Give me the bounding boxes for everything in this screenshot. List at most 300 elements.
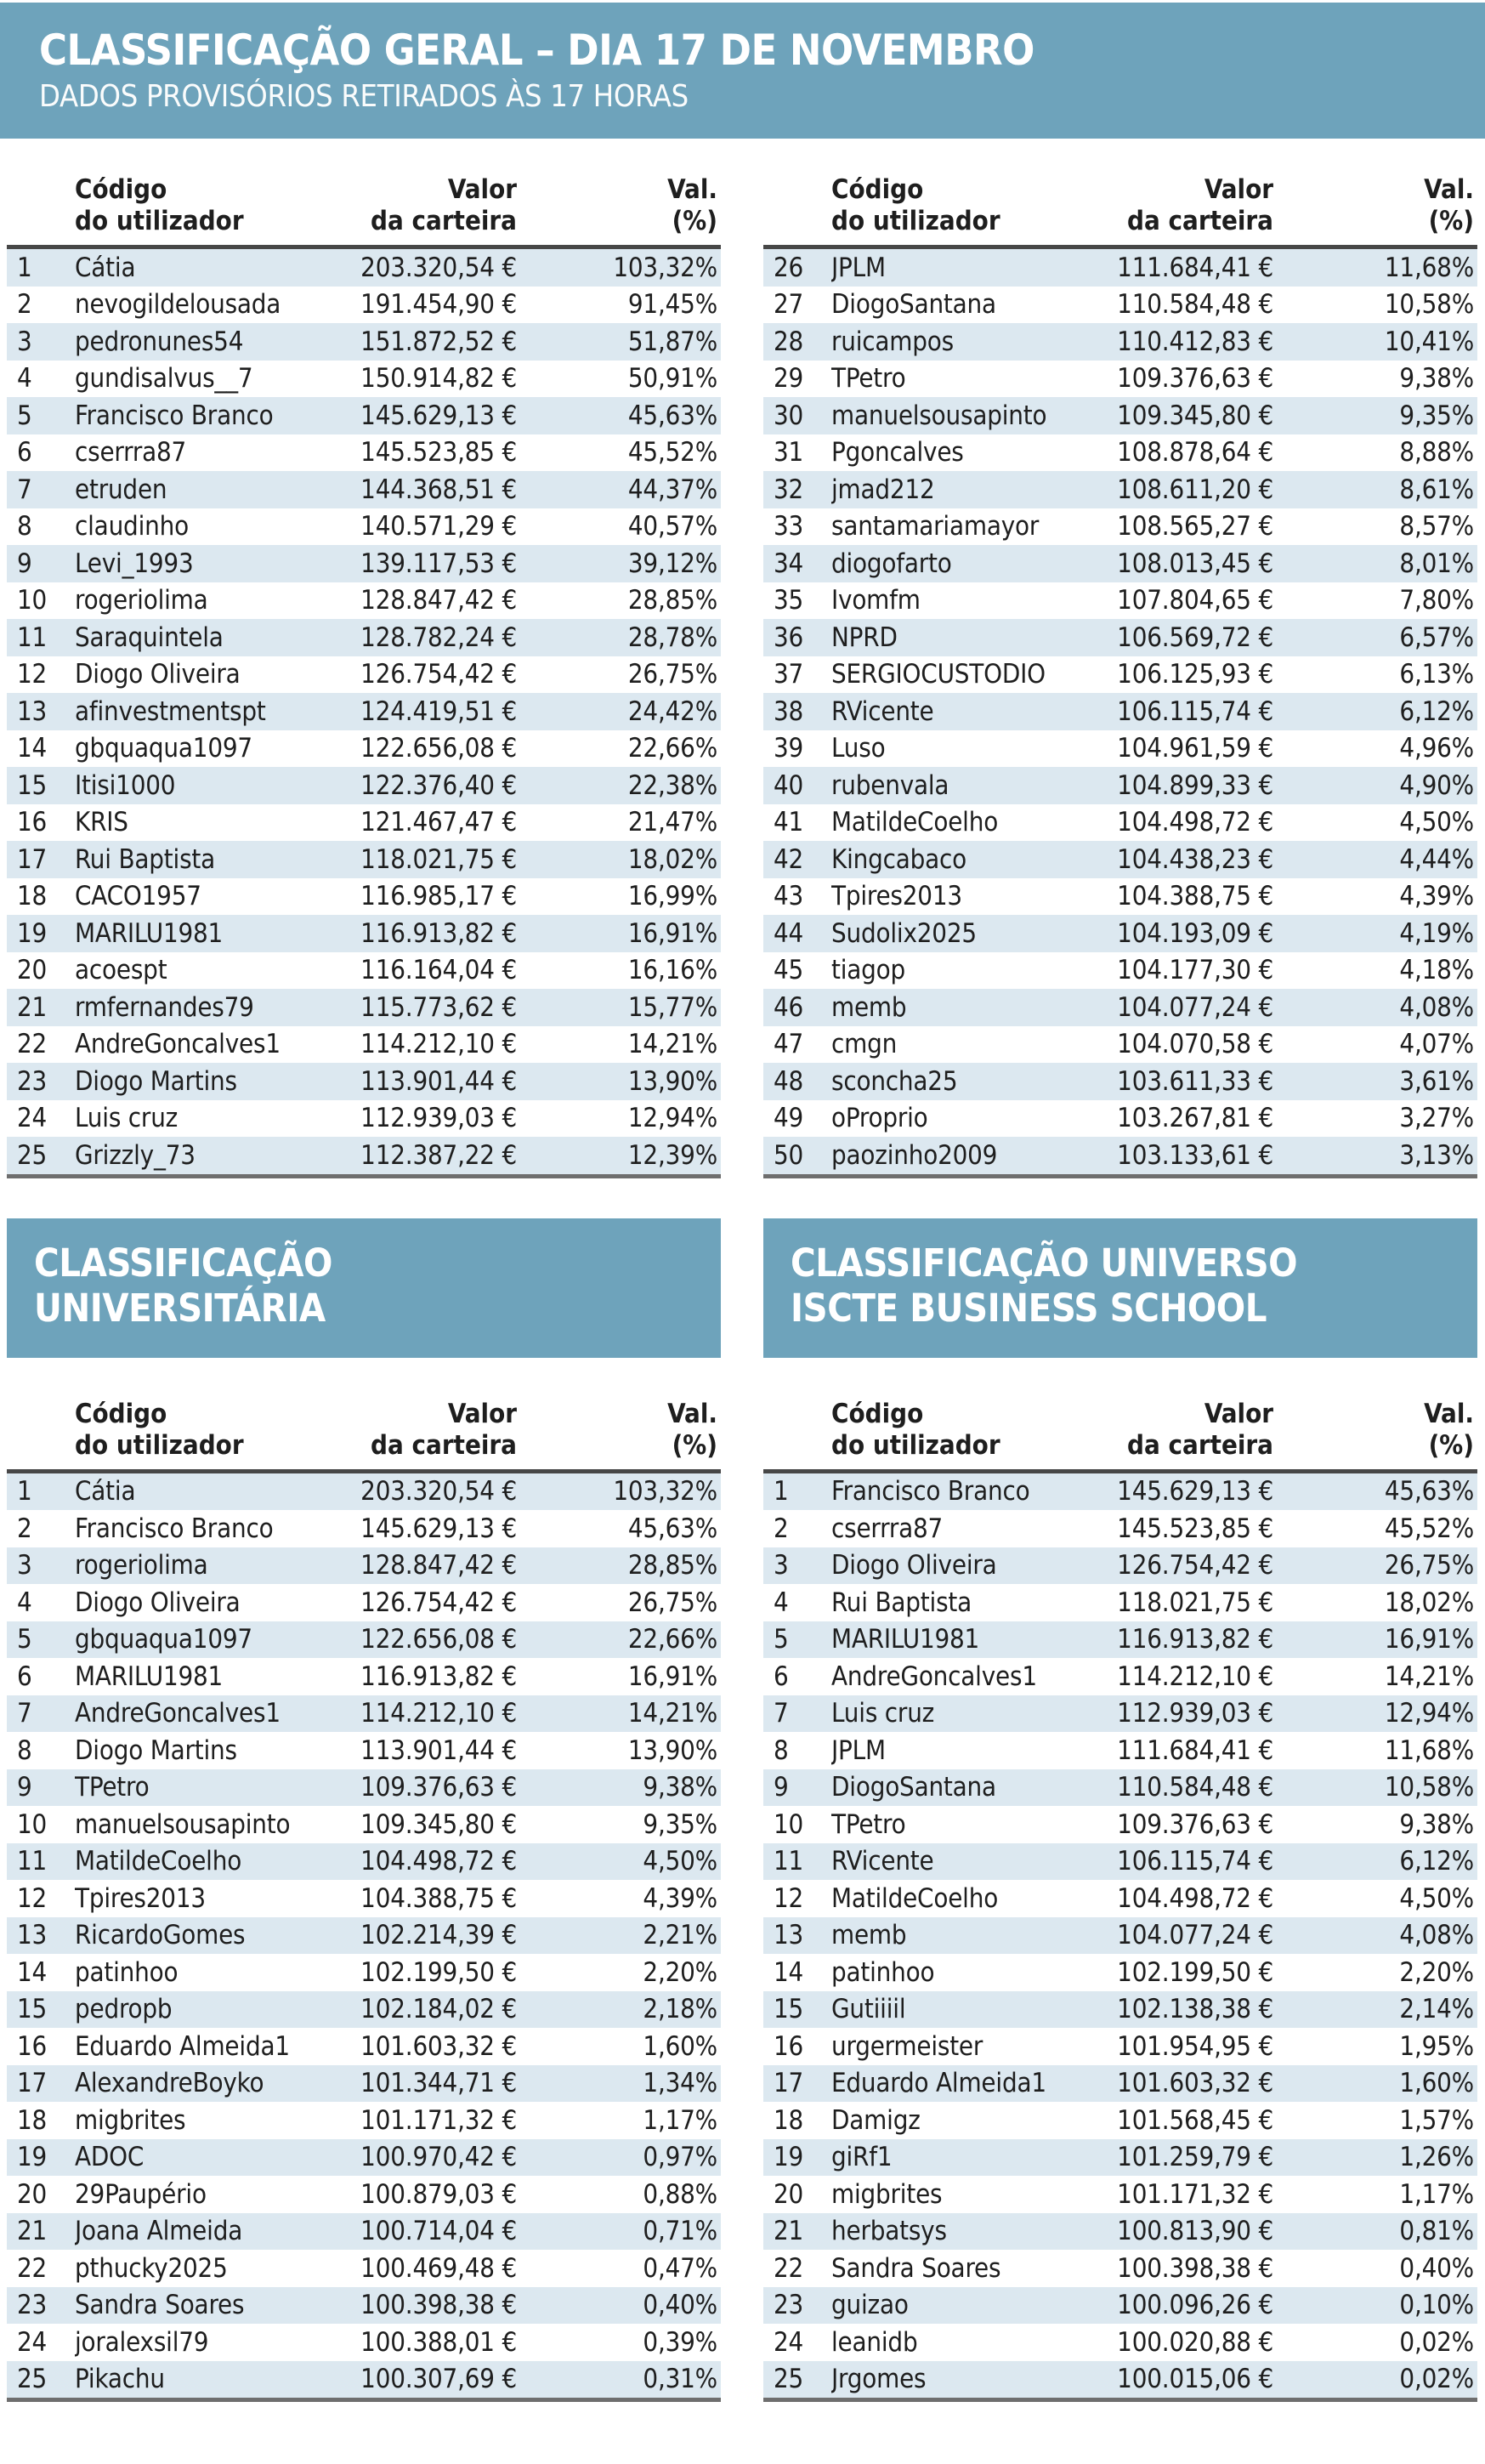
cell-pct: 44,37% xyxy=(627,474,717,505)
cell-pct: 16,99% xyxy=(627,881,717,912)
cell-pct: 10,58% xyxy=(1384,1772,1474,1803)
table-row xyxy=(763,508,1477,546)
cell-pct: 45,63% xyxy=(1384,1476,1474,1507)
cell-name: tiagop xyxy=(831,955,906,986)
cell-value: 150.914,82 € xyxy=(360,363,517,395)
cell-rank: 35 xyxy=(774,585,804,616)
cell-name: rogeriolima xyxy=(75,1550,208,1581)
cell-value: 109.376,63 € xyxy=(1117,1808,1273,1840)
table-row xyxy=(7,397,721,434)
cell-rank: 13 xyxy=(17,695,48,727)
table-row xyxy=(7,841,721,878)
cell-name: Eduardo Almeida1 xyxy=(75,2030,290,2062)
cell-pct: 8,88% xyxy=(1399,437,1474,468)
table-row xyxy=(7,878,721,916)
cell-pct: 1,17% xyxy=(643,2104,717,2136)
table-row xyxy=(7,2139,721,2177)
cell-name: Diogo Oliveira xyxy=(75,659,241,690)
section-title-line1: CLASSIFICAÇÃO xyxy=(34,1240,332,1286)
cell-name: MatildeCoelho xyxy=(75,1846,242,1877)
cell-pct: 14,21% xyxy=(627,1698,717,1729)
cell-value: 100.307,69 € xyxy=(360,2364,517,2395)
cell-name: JPLM xyxy=(831,252,886,283)
cell-pct: 0,97% xyxy=(643,2142,717,2173)
cell-value: 122.376,40 € xyxy=(360,769,517,801)
column-header-value xyxy=(296,1399,517,1462)
cell-rank: 22 xyxy=(774,2252,804,2284)
cell-rank: 26 xyxy=(774,252,804,283)
column-header-pct-line1: Val. xyxy=(1424,1398,1474,1429)
cell-value: 100.388,01 € xyxy=(360,2326,517,2358)
table-row xyxy=(7,1954,721,1991)
cell-rank: 24 xyxy=(17,2326,48,2358)
cell-pct: 0,40% xyxy=(1399,2252,1474,2284)
cell-rank: 40 xyxy=(774,769,804,801)
cell-rank: 2 xyxy=(17,289,32,321)
cell-rank: 24 xyxy=(774,2326,804,2358)
column-header-user xyxy=(763,1399,1052,1462)
cell-value: 104.961,59 € xyxy=(1117,733,1273,764)
table-row xyxy=(763,1769,1477,1807)
cell-name: migbrites xyxy=(75,2104,186,2136)
cell-pct: 22,66% xyxy=(627,1624,717,1655)
cell-name: migbrites xyxy=(831,2178,943,2210)
cell-value: 115.773,62 € xyxy=(360,991,517,1023)
cell-name: Tpires2013 xyxy=(75,1882,206,1914)
page-header xyxy=(0,3,1485,139)
cell-rank: 1 xyxy=(17,252,32,283)
cell-value: 121.467,47 € xyxy=(360,807,517,838)
cell-rank: 4 xyxy=(774,1587,789,1618)
table-row xyxy=(763,915,1477,952)
cell-rank: 18 xyxy=(17,2104,48,2136)
cell-rank: 22 xyxy=(17,2252,48,2284)
cell-value: 102.138,38 € xyxy=(1117,1994,1273,2025)
cell-value: 104.388,75 € xyxy=(1117,881,1273,912)
cell-pct: 2,21% xyxy=(643,1920,717,1951)
cell-rank: 23 xyxy=(774,2290,804,2321)
cell-pct: 0,10% xyxy=(1399,2290,1474,2321)
cell-value: 108.878,64 € xyxy=(1117,437,1273,468)
cell-value: 104.193,09 € xyxy=(1117,917,1273,949)
cell-value: 100.398,38 € xyxy=(1117,2252,1273,2284)
table-row xyxy=(7,952,721,990)
cell-pct: 14,21% xyxy=(627,1029,717,1060)
column-header-value xyxy=(1052,174,1273,237)
table-row xyxy=(7,434,721,472)
cell-pct: 7,80% xyxy=(1399,585,1474,616)
table-row xyxy=(763,804,1477,842)
cell-pct: 45,63% xyxy=(627,400,717,431)
table-row xyxy=(763,1843,1477,1881)
table-iscte xyxy=(763,1358,1477,2403)
cell-rank: 5 xyxy=(17,400,32,431)
cell-value: 106.569,72 € xyxy=(1117,622,1273,653)
page-title: CLASSIFICAÇÃO GERAL – DIA 17 DE NOVEMBRO xyxy=(39,26,1034,75)
cell-value: 124.419,51 € xyxy=(360,695,517,727)
cell-rank: 22 xyxy=(17,1029,48,1060)
cell-value: 104.177,30 € xyxy=(1117,955,1273,986)
cell-name: paozinho2009 xyxy=(831,1139,998,1171)
cell-value: 104.498,72 € xyxy=(360,1846,517,1877)
table-row xyxy=(7,1547,721,1585)
cell-pct: 4,08% xyxy=(1399,1920,1474,1951)
cell-value: 145.629,13 € xyxy=(360,400,517,431)
cell-name: MARILU1981 xyxy=(75,1661,224,1692)
cell-name: Diogo Martins xyxy=(75,1734,237,1766)
cell-rank: 15 xyxy=(17,769,48,801)
cell-value: 203.320,54 € xyxy=(360,252,517,283)
cell-rank: 16 xyxy=(774,2030,804,2062)
cell-pct: 8,61% xyxy=(1399,474,1474,505)
cell-pct: 0,71% xyxy=(643,2216,717,2247)
cell-rank: 17 xyxy=(17,2068,48,2099)
column-header-user-line1: Código xyxy=(75,174,167,205)
cell-pct: 45,63% xyxy=(627,1513,717,1544)
table-row xyxy=(7,1100,721,1138)
cell-value: 101.603,32 € xyxy=(1117,2068,1273,2099)
section-title-universitaria xyxy=(7,1218,721,1358)
cell-rank: 8 xyxy=(774,1734,789,1766)
table-body xyxy=(763,249,1477,1178)
cell-name: Diogo Martins xyxy=(75,1065,237,1097)
cell-name: Levi_1993 xyxy=(75,548,194,579)
cell-pct: 10,41% xyxy=(1384,326,1474,357)
cell-value: 112.939,03 € xyxy=(1117,1698,1273,1729)
table-row xyxy=(763,952,1477,990)
cell-name: joralexsil79 xyxy=(75,2326,209,2358)
cell-rank: 6 xyxy=(774,1661,789,1692)
cell-pct: 3,27% xyxy=(1399,1103,1474,1134)
cell-value: 118.021,75 € xyxy=(360,843,517,875)
cell-pct: 28,78% xyxy=(627,622,717,653)
column-header-user xyxy=(7,1399,296,1462)
cell-pct: 0,39% xyxy=(643,2326,717,2358)
cell-rank: 28 xyxy=(774,326,804,357)
cell-name: Damigz xyxy=(831,2104,921,2136)
cell-name: Francisco Branco xyxy=(831,1476,1030,1507)
column-header-pct xyxy=(1273,174,1477,237)
table-row xyxy=(7,1621,721,1659)
cell-pct: 9,38% xyxy=(1399,1808,1474,1840)
table-row xyxy=(7,1137,721,1174)
cell-pct: 2,18% xyxy=(643,1994,717,2025)
cell-name: Pgoncalves xyxy=(831,437,964,468)
cell-pct: 18,02% xyxy=(1384,1587,1474,1618)
cell-value: 102.214,39 € xyxy=(360,1920,517,1951)
table-row xyxy=(763,1510,1477,1547)
table-row xyxy=(763,1100,1477,1138)
cell-rank: 3 xyxy=(17,1550,32,1581)
cell-rank: 38 xyxy=(774,695,804,727)
table-row xyxy=(7,2361,721,2399)
cell-name: Diogo Oliveira xyxy=(75,1587,241,1618)
cell-rank: 2 xyxy=(774,1513,789,1544)
cell-pct: 13,90% xyxy=(627,1734,717,1766)
cell-value: 116.985,17 € xyxy=(360,881,517,912)
table-row xyxy=(7,1991,721,2029)
cell-pct: 1,17% xyxy=(1399,2178,1474,2210)
cell-value: 108.013,45 € xyxy=(1117,548,1273,579)
column-header-user-line2: do utilizador xyxy=(831,206,1000,236)
cell-pct: 0,47% xyxy=(643,2252,717,2284)
cell-name: Itisi1000 xyxy=(75,769,176,801)
cell-value: 110.584,48 € xyxy=(1117,1772,1273,1803)
cell-value: 104.498,72 € xyxy=(1117,1882,1273,1914)
cell-pct: 6,13% xyxy=(1399,659,1474,690)
cell-rank: 16 xyxy=(17,807,48,838)
cell-value: 102.184,02 € xyxy=(360,1994,517,2025)
cell-value: 101.954,95 € xyxy=(1117,2030,1273,2062)
cell-rank: 10 xyxy=(774,1808,804,1840)
column-header-user-line1: Código xyxy=(831,174,924,205)
cell-name: giRf1 xyxy=(831,2142,893,2173)
table-row xyxy=(763,1806,1477,1843)
cell-name: diogofarto xyxy=(831,548,952,579)
table-row xyxy=(7,767,721,804)
table-row xyxy=(763,2324,1477,2361)
cell-value: 109.376,63 € xyxy=(360,1772,517,1803)
cell-name: SERGIOCUSTODIO xyxy=(831,659,1046,690)
table-row xyxy=(763,841,1477,878)
cell-pct: 21,47% xyxy=(627,807,717,838)
table-row xyxy=(763,2361,1477,2399)
cell-pct: 11,68% xyxy=(1384,1734,1474,1766)
cell-name: Tpires2013 xyxy=(831,881,962,912)
cell-value: 107.804,65 € xyxy=(1117,585,1273,616)
cell-rank: 23 xyxy=(17,1065,48,1097)
table-body xyxy=(763,1473,1477,2403)
table-body xyxy=(7,249,721,1178)
cell-pct: 1,26% xyxy=(1399,2142,1474,2173)
cell-pct: 16,91% xyxy=(1384,1624,1474,1655)
table-universitaria xyxy=(7,1358,721,2403)
cell-name: Luso xyxy=(831,733,886,764)
cell-rank: 19 xyxy=(17,917,48,949)
cell-pct: 1,95% xyxy=(1399,2030,1474,2062)
cell-pct: 91,45% xyxy=(627,289,717,321)
table-row xyxy=(7,1806,721,1843)
column-header-user xyxy=(763,174,1052,237)
column-header-value-line1: Valor xyxy=(1204,1398,1273,1429)
table-row xyxy=(763,2028,1477,2065)
cell-rank: 9 xyxy=(17,548,32,579)
cell-value: 108.565,27 € xyxy=(1117,511,1273,542)
cell-value: 191.454,90 € xyxy=(360,289,517,321)
cell-rank: 31 xyxy=(774,437,804,468)
column-header-pct-line1: Val. xyxy=(1424,174,1474,205)
cell-value: 114.212,10 € xyxy=(360,1698,517,1729)
cell-rank: 36 xyxy=(774,622,804,653)
table-row xyxy=(763,619,1477,656)
table-row xyxy=(763,1695,1477,1733)
table-row xyxy=(763,1954,1477,1991)
cell-name: gbquaqua1097 xyxy=(75,1624,252,1655)
cell-value: 114.212,10 € xyxy=(360,1029,517,1060)
cell-value: 109.345,80 € xyxy=(1117,400,1273,431)
cell-name: ADOC xyxy=(75,2142,145,2173)
cell-name: MatildeCoelho xyxy=(831,807,999,838)
column-header-value-line2: da carteira xyxy=(1127,206,1273,236)
table-row xyxy=(7,323,721,361)
cell-rank: 25 xyxy=(774,2364,804,2395)
cell-pct: 15,77% xyxy=(627,991,717,1023)
cell-name: Diogo Oliveira xyxy=(831,1550,997,1581)
cell-name: Joana Almeida xyxy=(75,2216,243,2247)
cell-value: 106.125,93 € xyxy=(1117,659,1273,690)
cell-rank: 25 xyxy=(17,2364,48,2395)
cell-name: MARILU1981 xyxy=(75,917,224,949)
cell-rank: 30 xyxy=(774,400,804,431)
cell-rank: 12 xyxy=(17,659,48,690)
cell-rank: 29 xyxy=(774,363,804,395)
cell-pct: 26,75% xyxy=(1384,1550,1474,1581)
cell-pct: 50,91% xyxy=(627,363,717,395)
cell-pct: 4,18% xyxy=(1399,955,1474,986)
cell-rank: 20 xyxy=(17,2178,48,2210)
cell-name: TPetro xyxy=(831,1808,906,1840)
table-row xyxy=(763,730,1477,768)
cell-value: 100.469,48 € xyxy=(360,2252,517,2284)
column-header-pct-line1: Val. xyxy=(667,174,717,205)
cell-value: 101.344,71 € xyxy=(360,2068,517,2099)
table-row xyxy=(7,1843,721,1881)
cell-value: 126.754,42 € xyxy=(360,659,517,690)
table-row xyxy=(7,1732,721,1769)
table-row xyxy=(7,2028,721,2065)
cell-pct: 2,14% xyxy=(1399,1994,1474,2025)
cell-rank: 18 xyxy=(774,2104,804,2136)
cell-pct: 39,12% xyxy=(627,548,717,579)
cell-name: manuelsousapinto xyxy=(831,400,1047,431)
table-row xyxy=(763,1063,1477,1100)
cell-name: santamariamayor xyxy=(831,511,1040,542)
cell-value: 103.267,81 € xyxy=(1117,1103,1273,1134)
cell-value: 116.913,82 € xyxy=(1117,1624,1273,1655)
cell-value: 111.684,41 € xyxy=(1117,252,1273,283)
column-header-value-line1: Valor xyxy=(447,174,517,205)
cell-value: 109.376,63 € xyxy=(1117,363,1273,395)
cell-name: Saraquintela xyxy=(75,622,224,653)
cell-name: patinhoo xyxy=(75,1956,179,1988)
cell-name: Kingcabaco xyxy=(831,843,967,875)
table-row xyxy=(7,287,721,324)
cell-value: 103.133,61 € xyxy=(1117,1139,1273,1171)
cell-pct: 0,81% xyxy=(1399,2216,1474,2247)
table-header xyxy=(7,1358,721,1473)
cell-name: AndreGoncalves1 xyxy=(75,1698,281,1729)
cell-name: TPetro xyxy=(75,1772,150,1803)
table-row xyxy=(7,1473,721,1511)
cell-name: Francisco Branco xyxy=(75,1513,274,1544)
table-row xyxy=(7,545,721,582)
table-row xyxy=(7,730,721,768)
cell-pct: 6,57% xyxy=(1399,622,1474,653)
table-row xyxy=(763,2065,1477,2103)
cell-rank: 11 xyxy=(774,1846,804,1877)
column-header-user-line2: do utilizador xyxy=(75,206,244,236)
cell-pct: 3,61% xyxy=(1399,1065,1474,1097)
cell-name: Sandra Soares xyxy=(75,2290,245,2321)
cell-value: 102.199,50 € xyxy=(1117,1956,1273,1988)
general-ranking-tables xyxy=(0,139,1485,1178)
cell-name: Sudolix2025 xyxy=(831,917,977,949)
table-row xyxy=(763,1621,1477,1659)
cell-rank: 27 xyxy=(774,289,804,321)
table-row xyxy=(763,323,1477,361)
cell-rank: 12 xyxy=(17,1882,48,1914)
cell-rank: 41 xyxy=(774,807,804,838)
cell-pct: 0,88% xyxy=(643,2178,717,2210)
table-row xyxy=(7,915,721,952)
cell-value: 108.611,20 € xyxy=(1117,474,1273,505)
cell-rank: 7 xyxy=(17,1698,32,1729)
table-row xyxy=(763,2213,1477,2251)
cell-pct: 11,68% xyxy=(1384,252,1474,283)
cell-name: 29Paupério xyxy=(75,2178,207,2210)
cell-value: 118.021,75 € xyxy=(1117,1587,1273,1618)
cell-rank: 46 xyxy=(774,991,804,1023)
cell-pct: 10,58% xyxy=(1384,289,1474,321)
cell-value: 100.020,88 € xyxy=(1117,2326,1273,2358)
cell-value: 104.438,23 € xyxy=(1117,843,1273,875)
cell-pct: 12,94% xyxy=(1384,1698,1474,1729)
cell-name: nevogildelousada xyxy=(75,289,281,321)
column-header-value-line2: da carteira xyxy=(1127,1429,1273,1461)
cell-name: TPetro xyxy=(831,363,906,395)
table-body xyxy=(7,1473,721,2403)
cell-name: DiogoSantana xyxy=(831,1772,996,1803)
column-header-pct xyxy=(517,174,721,237)
cell-value: 106.115,74 € xyxy=(1117,695,1273,727)
cell-rank: 23 xyxy=(17,2290,48,2321)
cell-value: 106.115,74 € xyxy=(1117,1846,1273,1877)
cell-value: 104.498,72 € xyxy=(1117,807,1273,838)
cell-pct: 4,19% xyxy=(1399,917,1474,949)
cell-name: acoespt xyxy=(75,955,167,986)
cell-rank: 14 xyxy=(774,1956,804,1988)
table-row xyxy=(7,2250,721,2287)
cell-pct: 3,13% xyxy=(1399,1139,1474,1171)
cell-rank: 25 xyxy=(17,1139,48,1171)
cell-value: 101.171,32 € xyxy=(1117,2178,1273,2210)
cell-value: 144.368,51 € xyxy=(360,474,517,505)
cell-pct: 22,38% xyxy=(627,769,717,801)
cell-name: cserrra87 xyxy=(75,437,187,468)
table-row xyxy=(763,878,1477,916)
section-title-line2: ISCTE BUSINESS SCHOOL xyxy=(791,1285,1267,1331)
cell-value: 126.754,42 € xyxy=(1117,1550,1273,1581)
cell-rank: 14 xyxy=(17,733,48,764)
cell-name: DiogoSantana xyxy=(831,289,996,321)
column-header-user xyxy=(7,174,296,237)
cell-pct: 9,38% xyxy=(1399,363,1474,395)
table-row xyxy=(7,2065,721,2103)
cell-value: 100.813,90 € xyxy=(1117,2216,1273,2247)
table-row xyxy=(7,804,721,842)
table-row xyxy=(763,1880,1477,1917)
cell-pct: 4,39% xyxy=(643,1882,717,1914)
column-header-user-line2: do utilizador xyxy=(831,1429,1000,1461)
cell-rank: 11 xyxy=(17,622,48,653)
cell-name: memb xyxy=(831,991,907,1023)
cell-pct: 24,42% xyxy=(627,695,717,727)
table-row xyxy=(763,2139,1477,2177)
cell-rank: 34 xyxy=(774,548,804,579)
cell-rank: 21 xyxy=(17,2216,48,2247)
cell-name: JPLM xyxy=(831,1734,886,1766)
cell-name: gbquaqua1097 xyxy=(75,733,252,764)
